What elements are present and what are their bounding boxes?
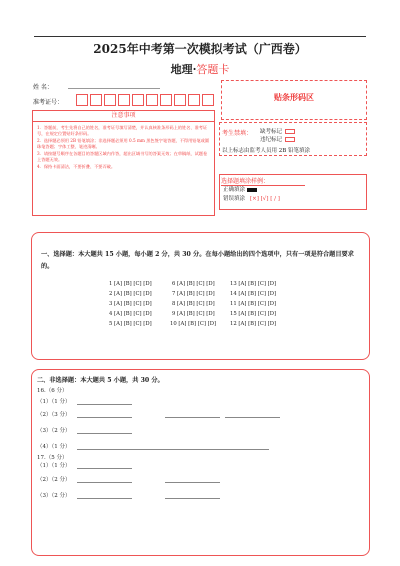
mc-question[interactable]: 12 [A] [B] [C] [D] <box>230 321 277 327</box>
question-17-label: 17.（5 分） <box>37 455 68 461</box>
page-title: 2025年中考第一次模拟考试（广西卷） <box>93 42 307 56</box>
subject-label: 地理· <box>170 63 197 76</box>
free-response-section <box>31 369 370 556</box>
answer-sheet-label: 答题卡 <box>196 63 230 76</box>
notice-item: 1．答题前，考生先将自己的姓名，准考证号填写清楚，并认真核准条形码上的姓名、准考证号，在规定位置贴好条形码。 <box>37 125 208 137</box>
id-digit-box[interactable] <box>174 94 186 106</box>
question-16-2-label: （2）（3 分） <box>37 412 71 418</box>
filled-mark-icon <box>247 188 257 192</box>
id-digit-box[interactable] <box>146 94 158 106</box>
id-digit-box[interactable] <box>104 94 116 106</box>
answer-line[interactable] <box>77 468 132 469</box>
question-16-label: 16.（6 分） <box>37 388 68 394</box>
mc-question[interactable]: 8 [A] [B] [C] [D] <box>172 301 215 307</box>
violation-checkbox[interactable] <box>285 137 295 142</box>
section1-heading: 一、选择题：本大题共 15 小题，每小题 2 分，共 30 分。在每小题给出的四个选项中，只有一项是符合题目要求的。 <box>41 251 354 270</box>
absent-label: 缺考标记 <box>260 129 283 135</box>
id-digit-box[interactable] <box>132 94 144 106</box>
absent-mark-box <box>219 122 367 156</box>
question-16-3-label: （3）（2 分） <box>37 428 71 434</box>
mc-question[interactable]: 1 [A] [B] [C] [D] <box>109 281 152 287</box>
absent-row <box>260 127 295 135</box>
mc-question[interactable]: 3 [A] [B] [C] [D] <box>109 301 152 307</box>
id-digit-box[interactable] <box>188 94 200 106</box>
mc-question[interactable]: 13 [A] [B] [C] [D] <box>230 281 277 287</box>
id-digit-box[interactable] <box>160 94 172 106</box>
answer-line[interactable] <box>225 417 280 418</box>
barcode-label: 贴条形码区 <box>274 92 314 102</box>
page-subtitle <box>0 61 400 77</box>
notice-item: 3．请按题号顺序在各题目的答题区域内作答，超出区域书写的答案无效；在草稿纸、试题卷上答题无效。 <box>37 151 208 163</box>
name-label: 姓 名： <box>33 84 53 91</box>
fill-wrong-row <box>223 194 280 202</box>
mc-question[interactable]: 5 [A] [B] [C] [D] <box>109 321 152 327</box>
mc-question[interactable]: 9 [A] [B] [C] [D] <box>172 311 215 317</box>
id-digit-box[interactable] <box>202 94 214 106</box>
fill-example-box <box>219 174 367 210</box>
absent-checkbox[interactable] <box>285 129 295 134</box>
absent-title: 考生禁填： <box>222 130 253 137</box>
answer-line[interactable] <box>77 449 269 450</box>
notice-item: 2．选择题必须用 2B 铅笔填涂；非选择题必须用 0.5 mm 黑色签字笔答题，不得用铅笔或圆珠笔答题；字体工整、笔迹清晰。 <box>37 138 210 150</box>
name-field[interactable] <box>68 88 160 89</box>
fill-correct-label: 正确填涂 <box>223 187 246 193</box>
absent-note: 以上标志由监考人员用 2B 铅笔填涂 <box>222 148 311 154</box>
mc-question[interactable]: 11 [A] [B] [C] [D] <box>230 301 277 307</box>
section2-heading: 二、非选择题：本大题共 5 小题，共 30 分。 <box>37 377 164 384</box>
notice-title: 注意事项 <box>33 111 214 122</box>
answer-line[interactable] <box>165 417 220 418</box>
question-16-4-label: （4）（1 分） <box>37 444 71 450</box>
answer-line[interactable] <box>165 498 220 499</box>
violation-row <box>260 135 295 143</box>
answer-line[interactable] <box>77 498 132 499</box>
notice-box <box>32 110 215 216</box>
mc-question[interactable]: 4 [A] [B] [C] [D] <box>109 311 152 317</box>
mc-question[interactable]: 2 [A] [B] [C] [D] <box>109 291 152 297</box>
fill-example-title: 选择题填涂样例： <box>221 176 305 186</box>
mc-question[interactable]: 7 [A] [B] [C] [D] <box>172 291 215 297</box>
id-digit-box[interactable] <box>118 94 130 106</box>
id-digit-box[interactable] <box>76 94 88 106</box>
exam-id-label: 准考证号： <box>33 99 64 106</box>
mc-question[interactable]: 10 [A] [B] [C] [D] <box>170 321 217 327</box>
wrong-marks: [×] [√] [ / ] <box>250 196 280 202</box>
top-rule <box>34 36 366 37</box>
answer-line[interactable] <box>77 482 132 483</box>
answer-line[interactable] <box>77 433 132 434</box>
notice-list <box>33 122 214 171</box>
notice-item: 4．保持卡面清洁，不要折叠、不要弄破。 <box>37 164 116 170</box>
question-17-1-label: （1）（1 分） <box>37 463 71 469</box>
question-16-1-label: （1）（1 分） <box>37 399 71 405</box>
answer-line[interactable] <box>77 417 132 418</box>
barcode-area <box>221 80 367 120</box>
question-17-2-label: （2）（2 分） <box>37 477 71 483</box>
mc-question[interactable]: 14 [A] [B] [C] [D] <box>230 291 277 297</box>
answer-line[interactable] <box>77 404 132 405</box>
fill-correct-row <box>223 185 257 193</box>
mc-question[interactable]: 6 [A] [B] [C] [D] <box>172 281 215 287</box>
id-digit-box[interactable] <box>90 94 102 106</box>
violation-label: 违纪标记 <box>260 137 283 143</box>
mc-question[interactable]: 15 [A] [B] [C] [D] <box>230 311 277 317</box>
question-17-3-label: （3）（2 分） <box>37 493 71 499</box>
answer-line[interactable] <box>165 482 220 483</box>
multiple-choice-section <box>31 232 370 360</box>
exam-id-boxes[interactable] <box>76 94 216 106</box>
fill-wrong-label: 错误填涂 <box>223 196 246 202</box>
